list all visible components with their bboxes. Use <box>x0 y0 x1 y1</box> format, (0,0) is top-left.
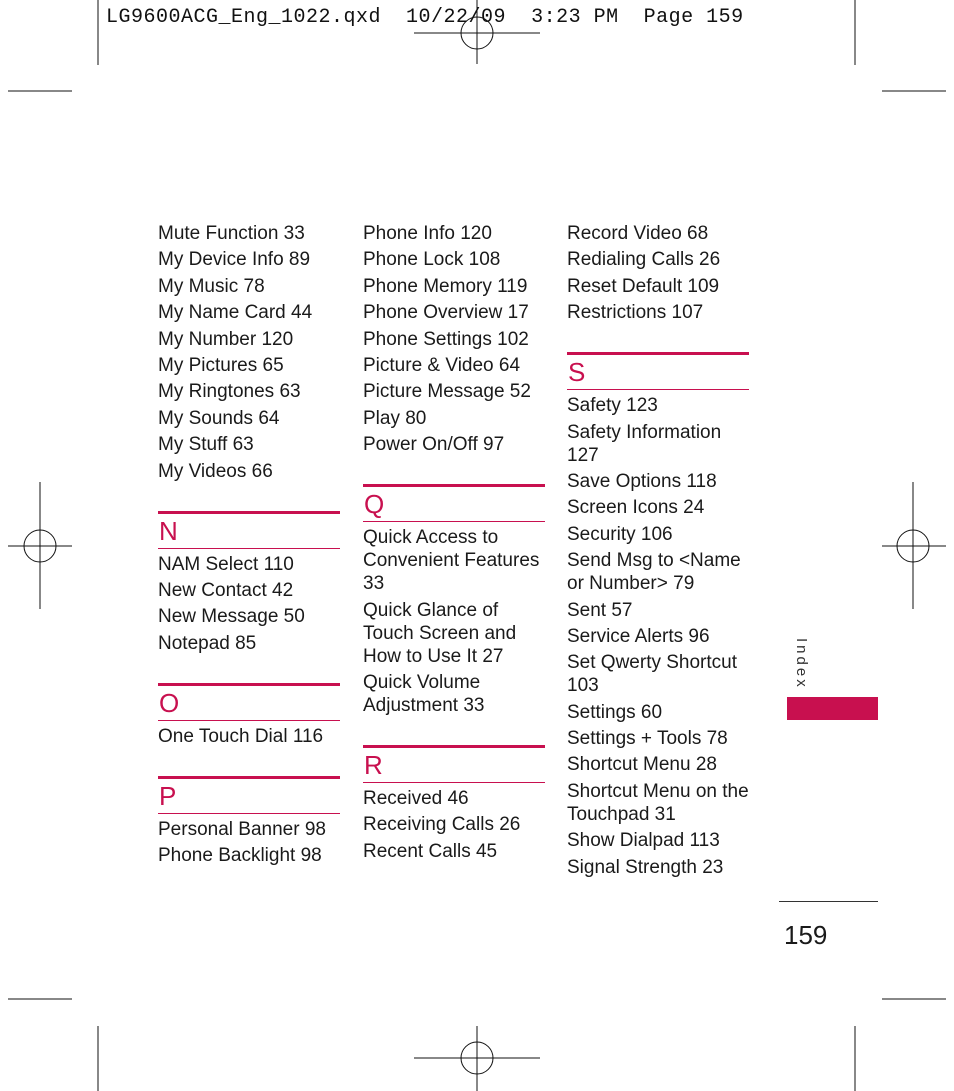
index-entry: Signal Strength 23 <box>567 856 724 878</box>
side-tab-label: Index <box>793 638 810 690</box>
page-number-rule <box>779 901 878 902</box>
print-slug-line: LG9600ACG_Eng_1022.qxd 10/22/09 3:23 PM Page 159 <box>106 6 744 29</box>
section-letter-heading: N <box>158 511 340 549</box>
index-section-n <box>158 511 340 655</box>
index-entry: Shortcut Menu on the Touchpad 31 <box>567 780 749 825</box>
index-section-continued <box>363 222 545 456</box>
index-column-3 <box>567 222 749 882</box>
index-column-1 <box>158 222 340 870</box>
index-entry: Screen Icons 24 <box>567 497 705 519</box>
section-letter-heading: R <box>363 745 545 783</box>
index-entry: New Message 50 <box>158 606 305 628</box>
index-entry: Quick Glance of Touch Screen and How to Use It 27 <box>363 599 517 667</box>
page-number: 159 <box>784 920 828 950</box>
index-section-continued <box>158 222 340 483</box>
index-entry: Received 46 <box>363 787 469 809</box>
index-section-q <box>363 484 545 717</box>
index-entry: Show Dialpad 113 <box>567 830 720 852</box>
index-entry: Send Msg to <Name or Number> 79 <box>567 550 741 595</box>
index-entry: Safety Information 127 <box>567 421 722 466</box>
index-entry: Picture & Video 64 <box>363 354 521 376</box>
index-entry: Shortcut Menu 28 <box>567 754 717 776</box>
index-entry: My Pictures 65 <box>158 354 284 376</box>
index-entry: Service Alerts 96 <box>567 625 710 647</box>
index-entry: My Music 78 <box>158 275 265 297</box>
index-column-2 <box>363 222 545 866</box>
index-entry: Sent 57 <box>567 599 633 621</box>
index-entry: Quick Volume Adjustment 33 <box>363 671 485 716</box>
index-entry: My Number 120 <box>158 328 294 350</box>
index-entry: Settings 60 <box>567 701 663 723</box>
index-entry: Notepad 85 <box>158 632 257 654</box>
index-entry: My Stuff 63 <box>158 434 254 456</box>
index-entry: Play 80 <box>363 407 427 429</box>
index-entry: Redialing Calls 26 <box>567 249 721 271</box>
index-entry: New Contact 42 <box>158 579 294 601</box>
index-entry: Security 106 <box>567 523 673 545</box>
index-entry: Phone Memory 119 <box>363 275 528 297</box>
index-entry: Safety 123 <box>567 395 658 417</box>
index-entry: Personal Banner 98 <box>158 818 326 840</box>
index-entry: One Touch Dial 116 <box>158 725 324 747</box>
index-entry: Restrictions 107 <box>567 302 704 324</box>
index-entry: My Sounds 64 <box>158 407 280 429</box>
index-entry: Save Options 118 <box>567 470 717 492</box>
index-entry: My Device Info 89 <box>158 249 311 271</box>
index-entry: Recent Calls 45 <box>363 840 498 862</box>
index-entry: My Videos 66 <box>158 460 273 482</box>
section-letter-heading: S <box>567 352 749 390</box>
index-entry: Phone Lock 108 <box>363 249 501 271</box>
index-entry: Phone Settings 102 <box>363 328 529 350</box>
section-letter-heading: Q <box>363 484 545 522</box>
index-section-p <box>158 776 340 867</box>
index-entry: Set Qwerty Shortcut 103 <box>567 652 738 697</box>
index-entry: My Ringtones 63 <box>158 381 301 403</box>
index-entry: Power On/Off 97 <box>363 434 505 456</box>
index-section-s <box>567 352 749 878</box>
index-entry: Settings + Tools 78 <box>567 728 728 750</box>
index-entry: Mute Function 33 <box>158 223 305 244</box>
index-entry: My Name Card 44 <box>158 302 313 324</box>
side-tab-marker <box>787 697 878 720</box>
index-section-r <box>363 745 545 863</box>
index-entry: Phone Backlight 98 <box>158 845 322 867</box>
index-entry: Picture Message 52 <box>363 381 531 403</box>
index-section-o <box>158 683 340 748</box>
index-entry: Record Video 68 <box>567 223 709 244</box>
index-entry: Phone Overview 17 <box>363 302 529 324</box>
index-entry: Receiving Calls 26 <box>363 814 521 836</box>
index-section-continued <box>567 222 749 324</box>
index-entry: Quick Access to Convenient Features 33 <box>363 527 540 595</box>
index-entry: Phone Info 120 <box>363 223 492 244</box>
index-entry: NAM Select 110 <box>158 553 294 575</box>
index-entry: Reset Default 109 <box>567 275 720 297</box>
section-letter-heading: O <box>158 683 340 721</box>
section-letter-heading: P <box>158 776 340 814</box>
